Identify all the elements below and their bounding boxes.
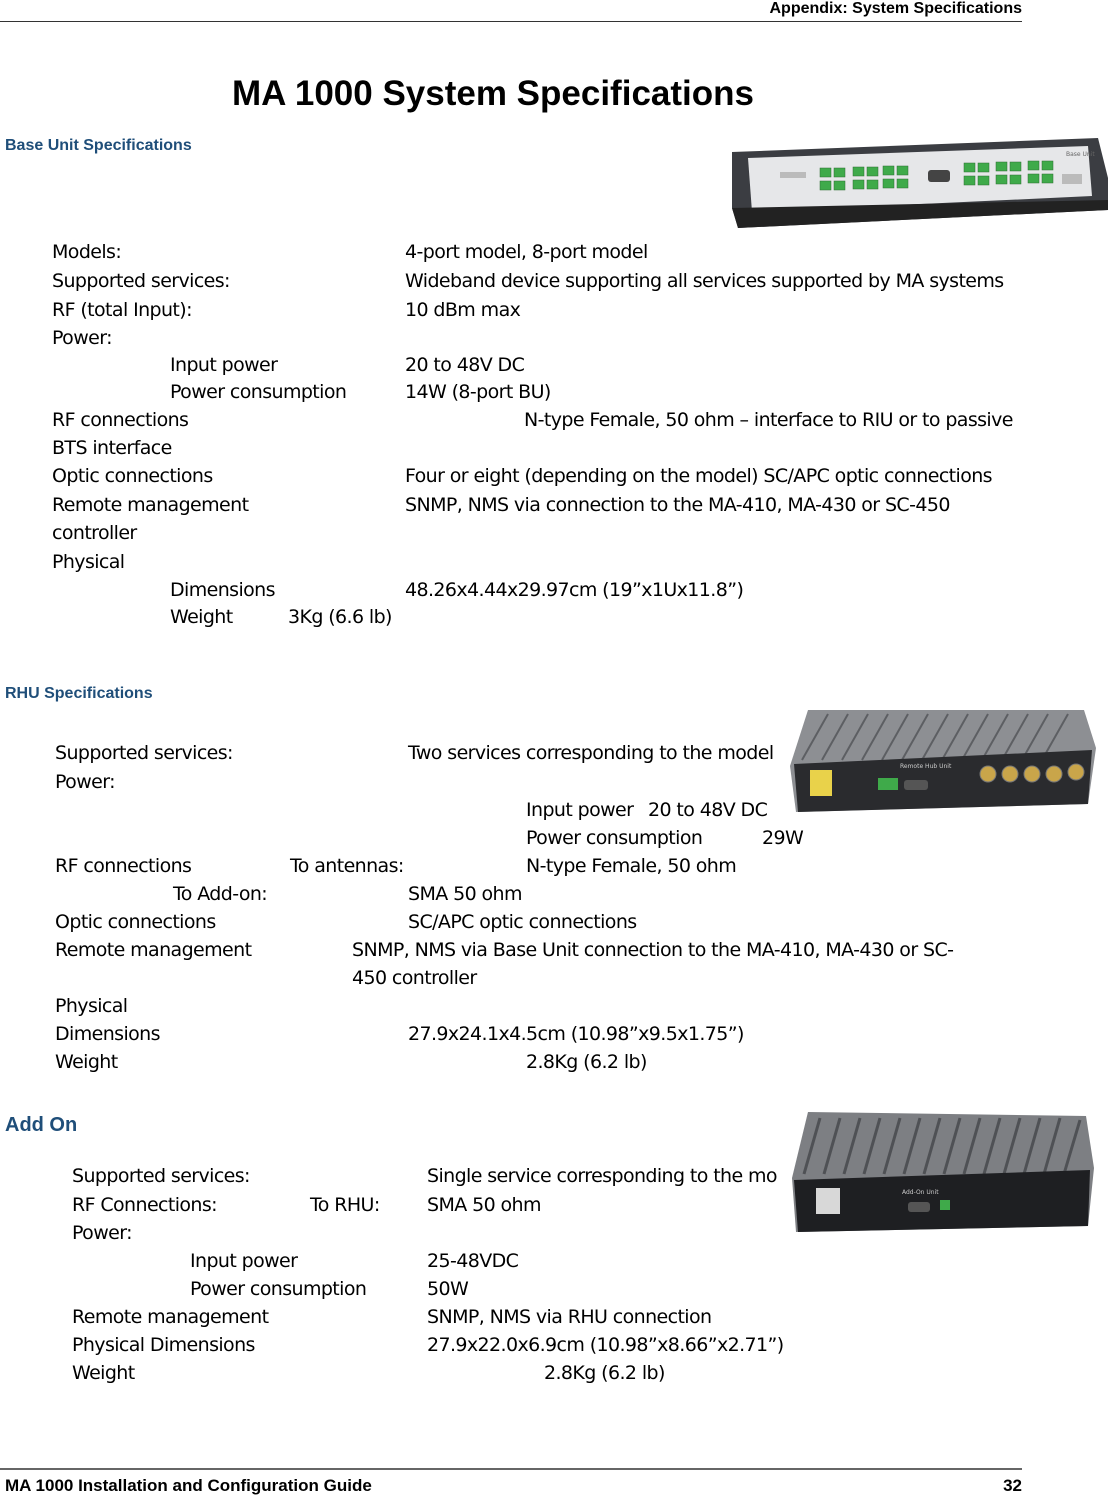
- rhu-input-power-value: 20 to 48V DC: [648, 799, 768, 821]
- addon-dimensions-value: 27.9x22.0x6.9cm (10.98”x8.66”x2.71”): [427, 1334, 784, 1356]
- addon-image-label: Add-On Unit: [902, 1189, 939, 1196]
- bu-weight-label: Weight: [170, 606, 233, 628]
- rhu-remote-value: SNMP, NMS via Base Unit connection to the MA-410, MA-430 or SC-: [352, 939, 954, 961]
- rhu-image: [788, 708, 1096, 814]
- running-header: Appendix: System Specifications: [769, 0, 1022, 17]
- bu-physical-label: Physical: [52, 551, 125, 573]
- bu-models-label: Models:: [52, 241, 122, 263]
- addon-power-label: Power:: [72, 1222, 132, 1244]
- bu-remote-cont: controller: [52, 522, 137, 544]
- footer-rule: [0, 1468, 1022, 1470]
- bu-input-power-label: Input power: [170, 354, 278, 376]
- bu-rf-input-value: 10 dBm max: [405, 299, 521, 321]
- rhu-remote-label: Remote management: [55, 939, 252, 961]
- addon-power-consumption-value: 50W: [427, 1278, 469, 1300]
- page-title: MA 1000 System Specifications: [232, 74, 754, 113]
- rhu-dimensions-label: Dimensions: [55, 1023, 160, 1045]
- page-number: 32: [1003, 1476, 1022, 1495]
- rhu-optic-label: Optic connections: [55, 911, 216, 933]
- rhu-physical-label: Physical: [55, 995, 128, 1017]
- bu-rf-conn-label: RF connections: [52, 409, 189, 431]
- rhu-to-addon-label: To Add-on:: [173, 883, 268, 905]
- rhu-weight-label: Weight: [55, 1051, 118, 1073]
- rhu-services-value: Two services corresponding to the model: [408, 742, 774, 764]
- bu-power-consumption-label: Power consumption: [170, 381, 347, 403]
- addon-heading: Add On: [5, 1114, 78, 1136]
- rhu-weight-value: 2.8Kg (6.2 lb): [526, 1051, 647, 1073]
- rhu-to-antennas-label: To antennas:: [290, 855, 404, 877]
- rhu-image-label: Remote Hub Unit: [900, 763, 952, 770]
- rhu-optic-value: SC/APC optic connections: [408, 911, 637, 933]
- bu-weight-value: 3Kg (6.6 lb): [288, 606, 392, 628]
- rhu-dimensions-value: 27.9x24.1x4.5cm (10.98”x9.5x1.75”): [408, 1023, 744, 1045]
- addon-remote-value: SNMP, NMS via RHU connection: [427, 1306, 712, 1328]
- addon-weight-value: 2.8Kg (6.2 lb): [544, 1362, 665, 1384]
- base-unit-image-label: Base Unit: [1066, 151, 1095, 158]
- bu-power-label: Power:: [52, 327, 112, 349]
- addon-rf-conn-label: RF Connections:: [72, 1194, 217, 1216]
- addon-image: [790, 1108, 1094, 1234]
- bu-input-power-value: 20 to 48V DC: [405, 354, 525, 376]
- rhu-to-addon-value: SMA 50 ohm: [408, 883, 522, 905]
- rhu-rf-conn-label: RF connections: [55, 855, 192, 877]
- addon-to-rhu-value: SMA 50 ohm: [427, 1194, 541, 1216]
- bu-power-consumption-value: 14W (8-port BU): [405, 381, 551, 403]
- bu-services-value: Wideband device supporting all services supported by MA systems: [405, 270, 1004, 292]
- addon-input-power-label: Input power: [190, 1250, 298, 1272]
- rhu-power-consumption-label: Power consumption: [526, 827, 703, 849]
- addon-services-label: Supported services:: [72, 1165, 250, 1187]
- rhu-services-label: Supported services:: [55, 742, 233, 764]
- header-rule: [0, 21, 1022, 22]
- bu-rf-conn-value: N-type Female, 50 ohm – interface to RIU or to passive: [524, 409, 1013, 431]
- rhu-power-consumption-value: 29W: [762, 827, 804, 849]
- bu-dimensions-value: 48.26x4.44x29.97cm (19”x1Ux11.8”): [405, 579, 744, 601]
- bu-optic-value: Four or eight (depending on the model) SC/APC optic connections: [405, 465, 992, 487]
- bu-services-label: Supported services:: [52, 270, 230, 292]
- rhu-input-power-label: Input power: [526, 799, 634, 821]
- base-unit-heading: Base Unit Specifications: [5, 137, 192, 154]
- addon-power-consumption-label: Power consumption: [190, 1278, 367, 1300]
- bu-remote-value: SNMP, NMS via connection to the MA-410, MA-430 or SC-450: [405, 494, 950, 516]
- rhu-power-label: Power:: [55, 771, 115, 793]
- bu-rf-input-label: RF (total Input):: [52, 299, 192, 321]
- bu-rf-conn-cont: BTS interface: [52, 437, 172, 459]
- rhu-to-antennas-value: N-type Female, 50 ohm: [526, 855, 737, 877]
- rhu-heading: RHU Specifications: [5, 685, 153, 702]
- base-unit-image: [728, 138, 1108, 230]
- bu-optic-label: Optic connections: [52, 465, 213, 487]
- addon-remote-label: Remote management: [72, 1306, 269, 1328]
- addon-to-rhu-label: To RHU:: [310, 1194, 380, 1216]
- addon-weight-label: Weight: [72, 1362, 135, 1384]
- footer-guide-title: MA 1000 Installation and Configuration Guide: [5, 1476, 372, 1495]
- addon-input-power-value: 25-48VDC: [427, 1250, 519, 1272]
- addon-dimensions-label: Physical Dimensions: [72, 1334, 255, 1356]
- addon-services-value: Single service corresponding to the mo: [427, 1165, 777, 1187]
- bu-models-value: 4-port model, 8-port model: [405, 241, 648, 263]
- rhu-remote-cont: 450 controller: [352, 967, 477, 989]
- bu-remote-label: Remote management: [52, 494, 249, 516]
- bu-dimensions-label: Dimensions: [170, 579, 275, 601]
